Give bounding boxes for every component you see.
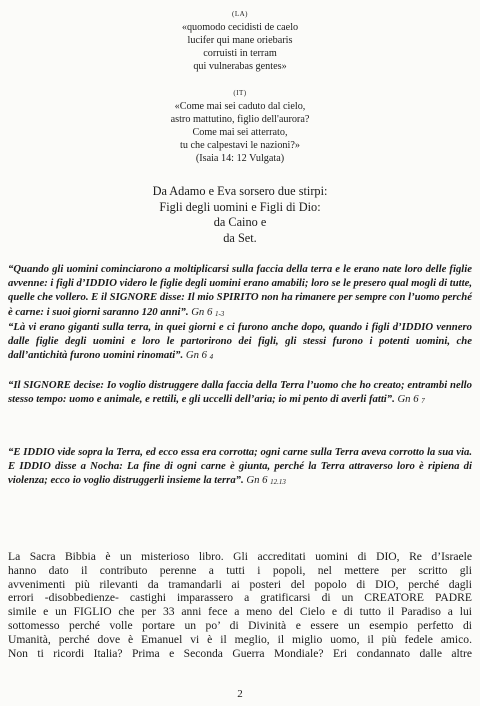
- italian-language-tag: (IT): [233, 89, 247, 97]
- paragraph-line: avvenimenti più rilevanti da tramandarli ai posteri del popolo di DIO, perché dagli: [8, 577, 472, 591]
- quote-reference: [191, 306, 224, 318]
- heading-line: Da Adamo e Eva sorsero due stirpi:: [152, 184, 328, 198]
- reference-book: Gn 6: [397, 393, 419, 406]
- heading-line: da Set.: [223, 230, 257, 245]
- two-lineages-heading: [0, 184, 480, 246]
- italian-line: «Come mai sei caduto dal cielo,: [174, 101, 306, 112]
- reference-verse: 4: [209, 353, 214, 362]
- latin-line: lucifer qui mane oriebaris: [187, 35, 293, 46]
- italian-line: Come mai sei atterrato,: [192, 127, 288, 138]
- reference-verse: 12.13: [270, 478, 286, 487]
- quote-reference: [397, 393, 424, 405]
- latin-line: corruisti in terram: [203, 48, 277, 59]
- paragraph-line: La Sacra Bibbia è un misterioso libro. Gli accreditati uomini di DIO, Re d’Israele: [8, 550, 472, 563]
- reference-book: Gn 6: [191, 305, 213, 318]
- reference-book: Gn 6: [185, 349, 207, 362]
- quote-text: “Il SIGNORE decise: Io voglio distruggere dalla faccia della Terra l’uomo che ho creato; entrambi nello stesso tempo: uomo e animale, e rettili, e gli uccelli dell’aria; io mi pento di averli fatti”.: [8, 379, 472, 406]
- italian-line: tu che calpestavi le nazioni?»: [180, 140, 300, 151]
- italian-line: astro mattutino, figlio dell'aurora?: [170, 114, 310, 125]
- reference-verse: 7: [421, 397, 425, 406]
- latin-language-tag: (LA): [232, 10, 248, 18]
- paragraph-line: Non ti ricordi Italia? Prima e Seconda Guerra Mondiale? Eri condannato dalle altre: [8, 646, 472, 660]
- quote-text: “E IDDIO vide sopra la Terra, ed ecco essa era corrotta; ogni carne sulla Terra aveva corrotto la sua via. E IDDIO disse a Nocha: La fine di ogni carne è giunta, perché la Terra attraverso loro è ripiena di violenza; ecco io voglio distruggerli insieme la terra”.: [8, 446, 472, 487]
- reference-book: Gn 6: [246, 474, 268, 487]
- quote-reference: [246, 474, 286, 486]
- latin-verse: [0, 8, 480, 73]
- paragraph-line: hanno dato il contributo perenne a tutti i popoli, nel mettere per scritto gli: [8, 563, 472, 577]
- genesis-quote: [8, 320, 472, 365]
- paragraph-line: errori -disobbedienze- castighi imparassero a gratificarsi di un CREATORE PADRE: [8, 591, 472, 605]
- latin-line: qui vulnerabas gentes»: [193, 61, 287, 72]
- italian-verse: [0, 87, 480, 165]
- verse-citation: (Isaia 14: 12 Vulgata): [195, 153, 285, 164]
- paragraph-line: simile e un FIGLIO che per 33 anni fece a meno del Cielo e di tutto il Paradiso a lui: [8, 605, 472, 619]
- reference-verse: 1-3: [214, 309, 225, 318]
- body-paragraph: [8, 550, 472, 660]
- quote-reference: [186, 349, 213, 361]
- paragraph-line: Umanità, perché dove è Emanuel vi è il meglio, il miglio uomo, il più fedele amico.: [8, 632, 472, 646]
- genesis-quote: [8, 262, 472, 321]
- genesis-quote: [8, 445, 472, 490]
- genesis-quote: [8, 378, 472, 408]
- page-number: 2: [237, 688, 243, 700]
- heading-line: da Caino e: [213, 215, 267, 229]
- paragraph-line: sottomesso perché volle portare un po’ di Divinità e essere un esempio perfetto di: [8, 618, 472, 632]
- heading-line: Figli degli uomini e Figli di Dio:: [159, 199, 321, 214]
- latin-line: «quomodo cecidisti de caelo: [181, 22, 299, 33]
- quote-text: “Quando gli uomini cominciarono a moltiplicarsi sulla faccia della terra e le erano nate loro delle figlie avvenne: i figli d’IDDIO videro le figlie degli uomini erano amabili; loro se le presero qual mogli di tutte, quelle che vollero. E il SIGNORE disse: Il mio SPIRITO non ha rimanere per sempre con l’uomo perché è carne: i suoi giorni saranno 120 anni”.: [8, 263, 472, 318]
- quote-text: “Là vi erano giganti sulla terra, in quei giorni e ci furono anche dopo, quando i figli d’IDDIO vennero dalle figlie degli uomini e loro le partorirono dei figli, gli stessi furono i potenti uomini, che dall’antichità furono uomini rinomati”.: [8, 321, 472, 362]
